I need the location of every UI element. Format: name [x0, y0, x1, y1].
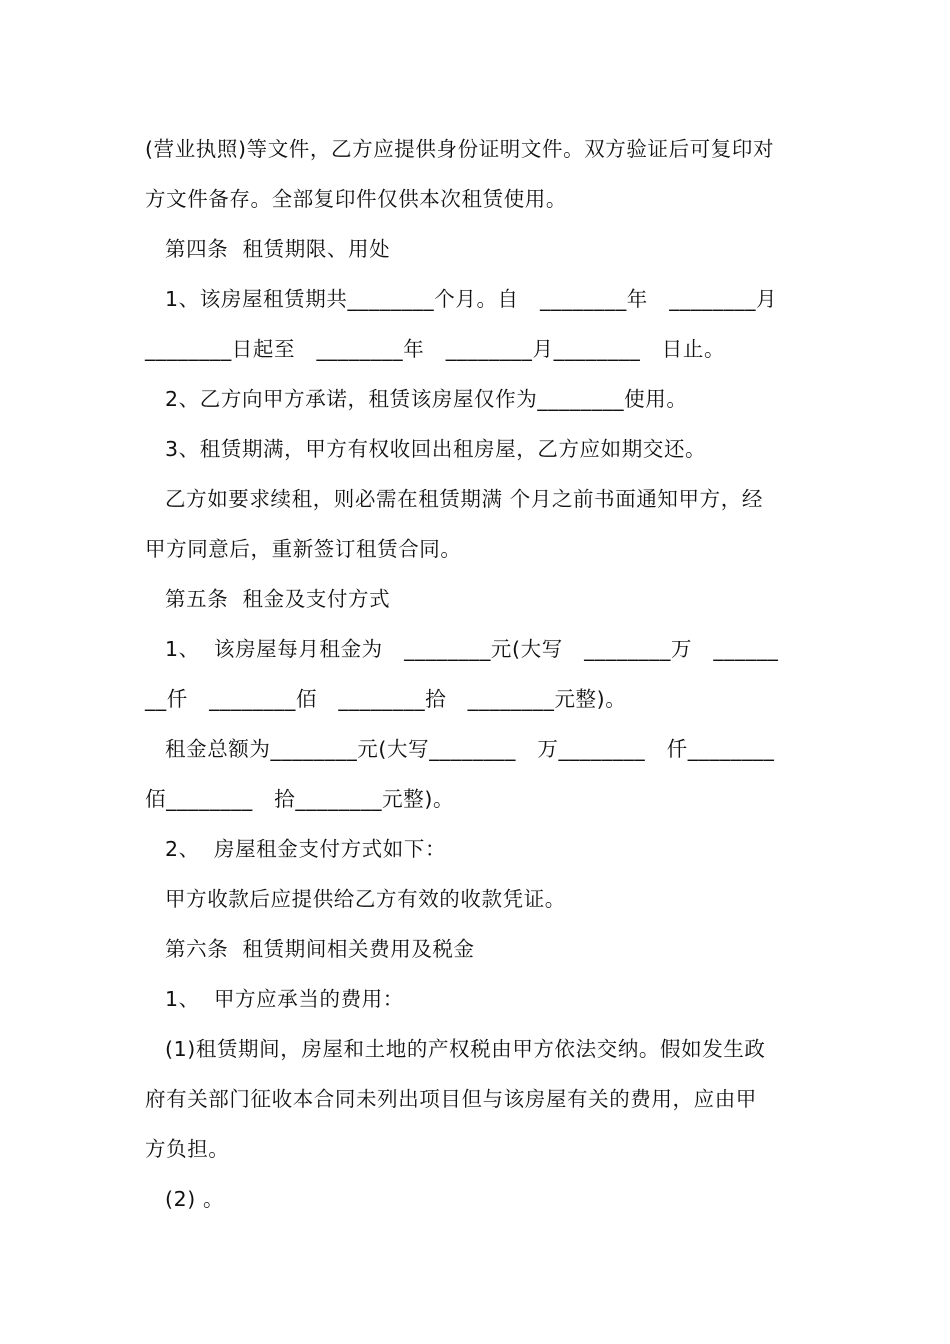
text-line: 租金总额为________元(大写________ 万________ 仟________: [165, 737, 775, 761]
text-line: 1、 该房屋每月租金为 ________元(大写 ________万 ______: [165, 637, 779, 661]
section-heading: 第四条 租赁期限、用处: [165, 237, 391, 261]
text-line: 甲方收款后应提供给乙方有效的收款凭证。: [165, 887, 566, 911]
text-line: 3、租赁期满，甲方有权收回出租房屋，乙方应如期交还。: [165, 437, 707, 461]
text-line: 乙方如要求续租，则必需在租赁期满 个月之前书面通知甲方，经: [165, 487, 763, 511]
text-line: 2、 房屋租金支付方式如下：: [165, 837, 447, 861]
text-line: ________日起至 ________年 ________月________ 日止。: [145, 337, 726, 361]
section-heading: 第六条 租赁期间相关费用及税金: [165, 937, 475, 961]
text-line: 方文件备存。全部复印件仅供本次租赁使用。: [145, 187, 567, 211]
text-line: (2) 。: [165, 1187, 225, 1211]
text-line: (营业执照)等文件，乙方应提供身份证明文件。双方验证后可复印对: [145, 137, 775, 161]
text-line: 佰________ 拾________元整)。: [145, 787, 455, 811]
text-line: 2、乙方向甲方承诺，租赁该房屋仅作为________使用。: [165, 387, 688, 411]
text-line: __仟 ________佰 ________拾 ________元整)。: [145, 687, 627, 711]
text-line: 府有关部门征收本合同未列出项目但与该房屋有关的费用，应由甲: [145, 1087, 757, 1111]
text-line: 1、该房屋租赁期共________个月。自 ________年 ________月: [165, 287, 778, 311]
text-line: 1、 甲方应承当的费用：: [165, 987, 404, 1011]
text-line: 方负担。: [145, 1137, 230, 1161]
text-line: 甲方同意后，重新签订租赁合同。: [145, 537, 462, 561]
text-line: (1)租赁期间，房屋和土地的产权税由甲方依法交纳。假如发生政: [165, 1037, 766, 1061]
section-heading: 第五条 租金及支付方式: [165, 587, 391, 611]
